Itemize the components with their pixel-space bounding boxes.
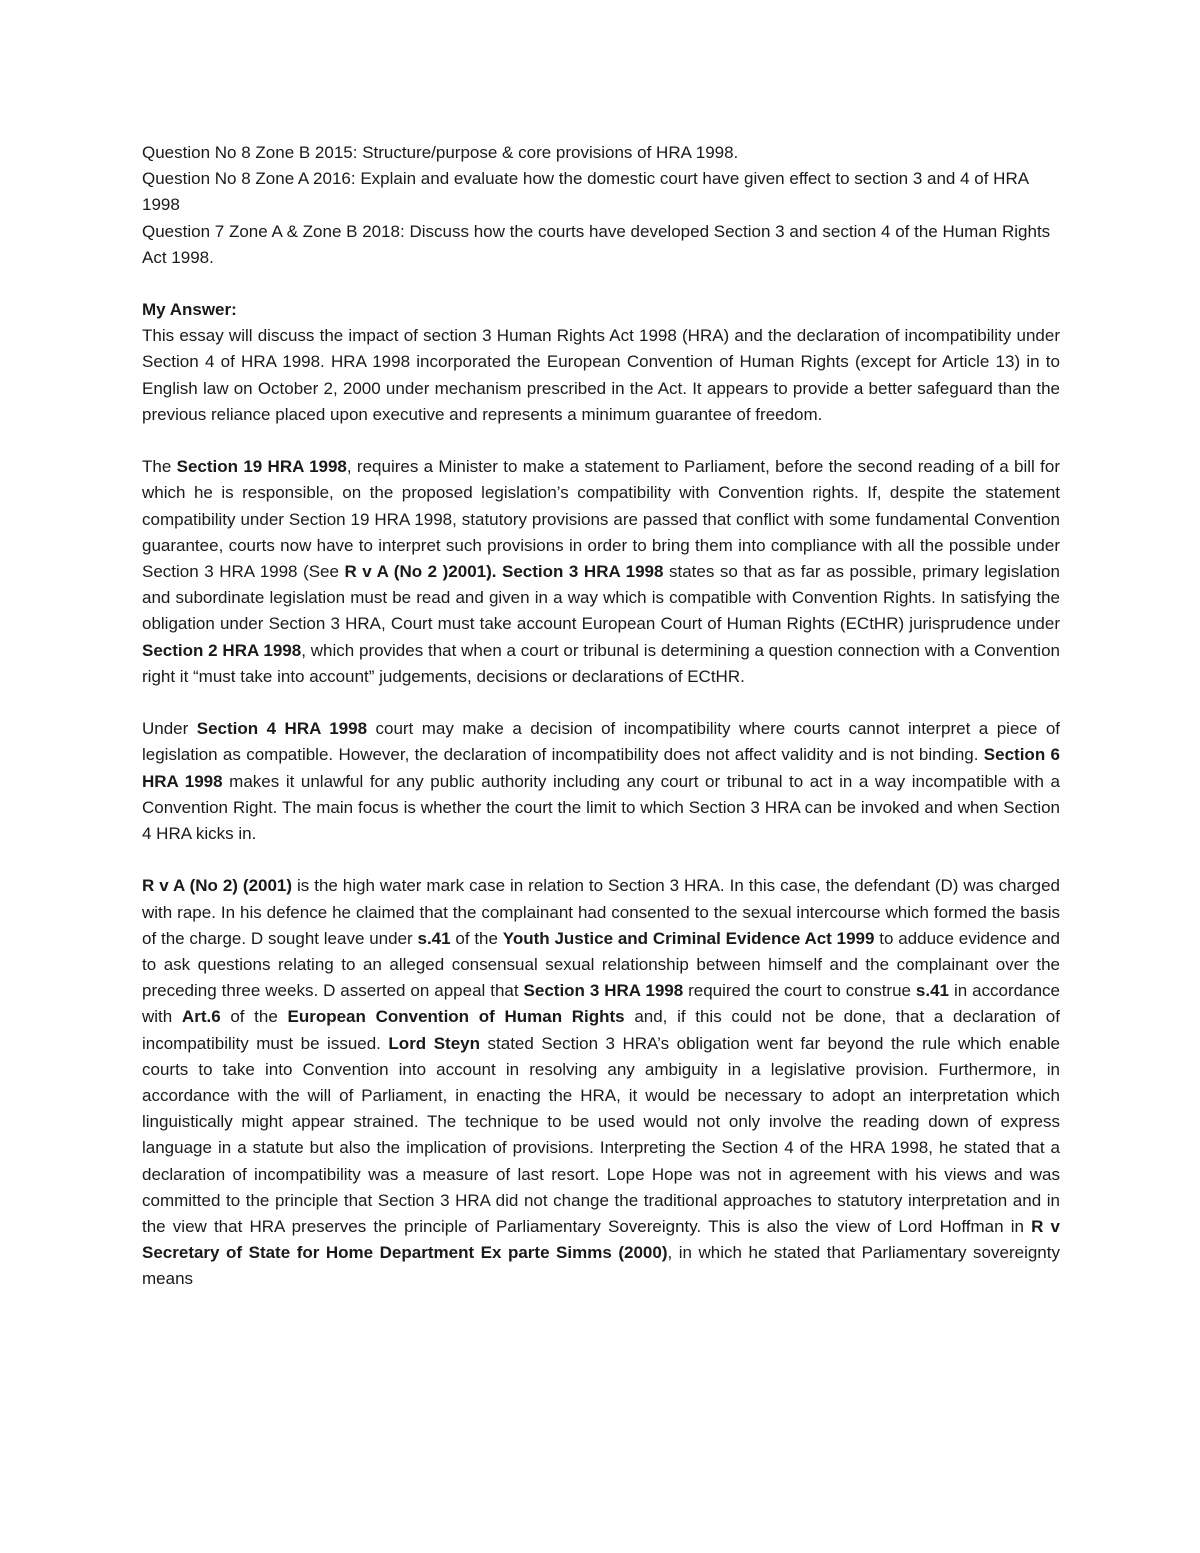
essay-paragraph [142,323,1060,428]
question-line: Question No 8 Zone A 2016: Explain and evaluate how the domestic court have given effect to section 3 and 4 of HRA 1998 [142,169,1029,215]
paragraph-text: is the high water mark case in relation to Section 3 HRA. In this case, the defendant (D) was charged with rape. In his defence he claimed that the complainant had consented to the sexual intercourse which formed the basis of the charge. D sought leave under [142,876,1060,948]
paragraph-text: required the court to construe [683,981,916,1001]
essay-paragraph [142,454,1060,690]
bold-citation: Art.6 [181,1007,221,1027]
essay-paragraph [142,873,1060,1292]
paragraph-text: stated Section 3 HRA’s obligation went far beyond the rule which enable courts to take into Convention into account in resolving any ambiguity in a legislative provision. Furthermore, in accordance with the will of Parliament, in enacting the HRA, it would be necessary to adopt an interpretation which linguistically might appear strained. The technique to be used would not only involve the reading down of express language in a statute but also the implication of provisions. Interpreting the Section 4 of the HRA 1998, he stated that a declaration of incompatibility was a measure of last resort. Lope Hope was not in agreement with his views and was committed to the principle that Section 3 HRA did not change the traditional approaches to statutory interpretation and in the view that HRA preserves the principle of Parliamentary Sovereignty. This is also the view of Lord Hoffman in [142,1033,1060,1237]
bold-citation: Section 3 HRA 1998 [523,981,684,1001]
bold-citation: s.41 [915,981,950,1001]
paragraph-text: makes it unlawful for any public authority including any court or tribunal to act in a way incompatible with a Convention Right. The main focus is whether the court the limit to which Section 3 HRA can be invoked and when Section 4 HRA kicks in. [142,771,1060,844]
document-page [142,140,1060,1293]
paragraph-text: , in which he stated that Parliamentary sovereignty means [142,1243,1060,1289]
question-list [142,140,1060,271]
answer-heading: My Answer: [142,300,237,320]
paragraph-text: in accordance with [142,981,1060,1027]
paragraph-text: of the [450,928,503,948]
paragraph-text: The [142,457,177,477]
bold-citation: Youth Justice and Criminal Evidence Act 1999 [502,928,875,948]
paragraph-text: Under [142,719,197,739]
bold-citation: R v A (No 2 )2001). Section 3 HRA 1998 [344,562,664,582]
essay-paragraph [142,716,1060,847]
question-line: Question No 8 Zone B 2015: Structure/purpose & core provisions of HRA 1998. [142,143,739,162]
paragraph-text: to adduce evidence and to ask questions relating to an alleged consensual sexual relationship between himself and the complainant over the preceding three weeks. D asserted on appeal that [142,928,1060,1001]
bold-citation: European Convention of Human Rights [287,1007,625,1027]
bold-citation: Section 2 HRA 1998 [142,640,302,660]
bold-citation: Section 4 HRA 1998 [196,719,368,739]
bold-citation: Section 19 HRA 1998 [176,457,347,477]
paragraph-text: and, if this could not be done, that a declaration of incompatibility must be issued. [142,1007,1060,1053]
question-line: Question 7 Zone A & Zone B 2018: Discuss how the courts have developed Section 3 and section 4 of the Human Rights Act 1998. [142,221,1051,267]
bold-citation: Lord Steyn [388,1033,480,1053]
paragraph-text: states so that as far as possible, primary legislation and subordinate legislation must be read and given in a way which is compatible with Convention Rights. In satisfying the obligation under Section 3 HRA, Court must take account European Court of Human Rights (ECtHR) jurisprudence under [142,562,1060,634]
paragraph-text: This essay will discuss the impact of section 3 Human Rights Act 1998 (HRA) and the declaration of incompatibility under Section 4 of HRA 1998. HRA 1998 incorporated the European Convention of Human Rights (except for Article 13) in to English law on October 2, 2000 under mechanism prescribed in the Act. It appears to provide a better safeguard than the previous reliance placed upon executive and represents a minimum guarantee of freedom. [142,326,1060,424]
paragraph-text: , requires a Minister to make a statement to Parliament, before the second reading of a bill for which he is responsible, on the proposed legislation’s compatibility with Convention rights. If, despite the statement compatibility under Section 19 HRA 1998, statutory provisions are passed that conflict with some fundamental Convention guarantee, courts now have to interpret such provisions in order to bring them into compliance with all the possible under Section 3 HRA 1998 (See [142,457,1060,582]
bold-citation: R v A (No 2) (2001) [142,876,293,896]
bold-citation: Section 6 HRA 1998 [142,745,1060,791]
paragraph-text: of the [220,1007,288,1027]
bold-citation: R v Secretary of State for Home Department Ex parte Simms (2000) [142,1217,1060,1263]
bold-citation: s.41 [417,928,451,948]
paragraph-text: court may make a decision of incompatibility where courts cannot interpret a piece of legislation as compatible. However, the declaration of incompatibility does not affect validity and is not binding. [142,719,1060,765]
paragraph-text: , which provides that when a court or tribunal is determining a question connection with a Convention right it “must take into account” judgements, decisions or declarations of ECtHR. [142,640,1060,686]
